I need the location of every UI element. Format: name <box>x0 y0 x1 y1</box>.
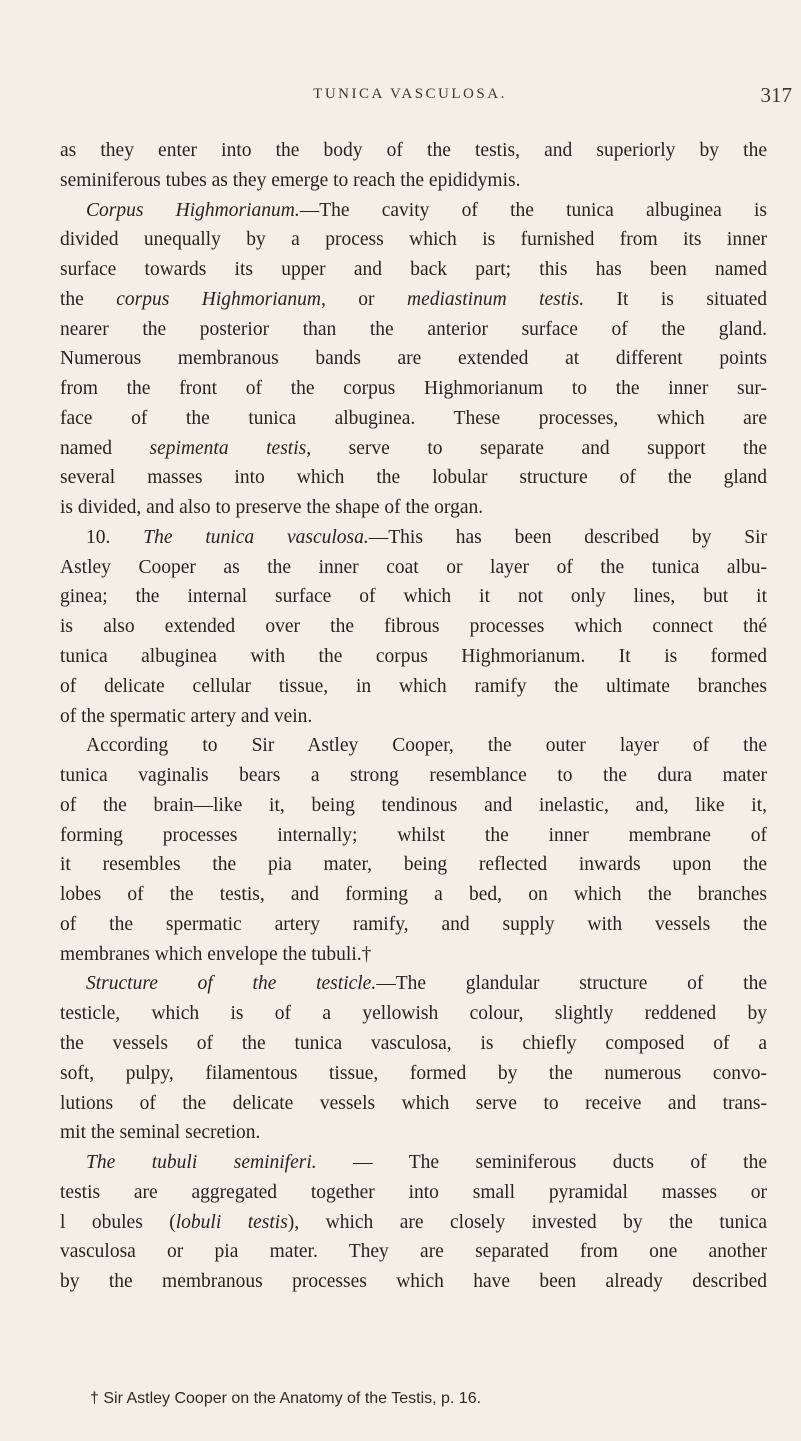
section-heading: The tunica vasculosa. <box>143 526 369 548</box>
text-line: forming processes internally; whilst the inner membrane of <box>60 824 767 846</box>
text-line: The tubuli seminiferi. — The seminiferous ducts of the <box>86 1152 767 1174</box>
text-line: Corpus Highmorianum.—The cavity of the tunica albuginea is <box>86 199 767 221</box>
text-line: seminiferous tubes as they emerge to reach the epididymis. <box>60 169 521 191</box>
section-heading: Corpus Highmorianum. <box>86 199 300 221</box>
section-heading: The tubuli seminiferi. <box>86 1152 317 1174</box>
text-line: of the brain—like it, being tendinous and inelastic, and, like it, <box>60 794 767 816</box>
text-line: ginea; the internal surface of which it not only lines, but it <box>60 586 767 608</box>
text-line: is also extended over the fibrous processes which connect thé <box>60 616 767 638</box>
running-title: TUNICA VASCULOSA. <box>313 86 507 102</box>
text-line: it resembles the pia mater, being reflected inwards upon the <box>60 854 767 876</box>
text-line: tunica vaginalis bears a strong resemblance to the dura mater <box>60 765 767 787</box>
body-text <box>60 136 767 1297</box>
text-line: Numerous membranous bands are extended at different points <box>60 348 767 370</box>
text-line: testicle, which is of a yellowish colour, slightly reddened by <box>60 1003 767 1025</box>
text-line: testis are aggregated together into small pyramidal masses or <box>60 1181 767 1203</box>
text-line: lobes of the testis, and forming a bed, on which the branches <box>60 884 767 906</box>
text-line: According to Sir Astley Cooper, the outer layer of the <box>86 735 767 757</box>
text-line: lutions of the delicate vessels which serve to receive and trans- <box>60 1092 767 1114</box>
text-line: by the membranous processes which have been already described <box>60 1271 767 1293</box>
text-line: several masses into which the lobular structure of the gland <box>60 467 767 489</box>
text-line: membranes which envelope the tubuli.† <box>60 943 372 965</box>
text-line: of the spermatic artery and vein. <box>60 705 313 727</box>
text-line: of the spermatic artery ramify, and supply with vessels the <box>60 913 767 935</box>
text-line: 10. The tunica vasculosa.—This has been described by Sir <box>86 526 767 548</box>
text-line: from the front of the corpus Highmorianum to the inner sur- <box>60 378 767 400</box>
text-line: mit the seminal secretion. <box>60 1122 261 1144</box>
text-line: l obules (lobuli testis), which are closely invested by the tunica <box>60 1211 768 1233</box>
running-head <box>60 83 792 110</box>
footnote: † Sir Astley Cooper on the Anatomy of the Testis, p. 16. <box>90 1390 482 1407</box>
text-line: of delicate cellular tissue, in which ramify the ultimate branches <box>60 675 767 697</box>
text-line: soft, pulpy, filamentous tissue, formed by the numerous convo- <box>60 1062 767 1084</box>
text-line: divided unequally by a process which is furnished from its inner <box>60 229 767 251</box>
text-line: tunica albuginea with the corpus Highmorianum. It is formed <box>60 646 767 668</box>
text-line: as they enter into the body of the testis, and superiorly by the <box>60 140 767 161</box>
page-number: 317 <box>760 83 792 107</box>
text-line: Structure of the testicle.—The glandular structure of the <box>86 973 767 995</box>
text-line: face of the tunica albuginea. These processes, which are <box>60 407 767 429</box>
text-line: surface towards its upper and back part; this has been named <box>60 259 767 281</box>
text-line: vasculosa or pia mater. They are separated from one another <box>60 1241 767 1263</box>
text-line: nearer the posterior than the anterior surface of the gland. <box>60 318 767 340</box>
text-line: Astley Cooper as the inner coat or layer of the tunica albu- <box>60 556 767 578</box>
text-line: the vessels of the tunica vasculosa, is chiefly composed of a <box>60 1032 767 1054</box>
text-line: is divided, and also to preserve the shape of the organ. <box>60 497 484 519</box>
text-line: named sepimenta testis, serve to separate and support the <box>60 437 768 459</box>
text-line: the corpus Highmorianum, or mediastinum testis. It is situated <box>60 288 767 310</box>
section-heading: Structure of the testicle. <box>86 973 377 995</box>
